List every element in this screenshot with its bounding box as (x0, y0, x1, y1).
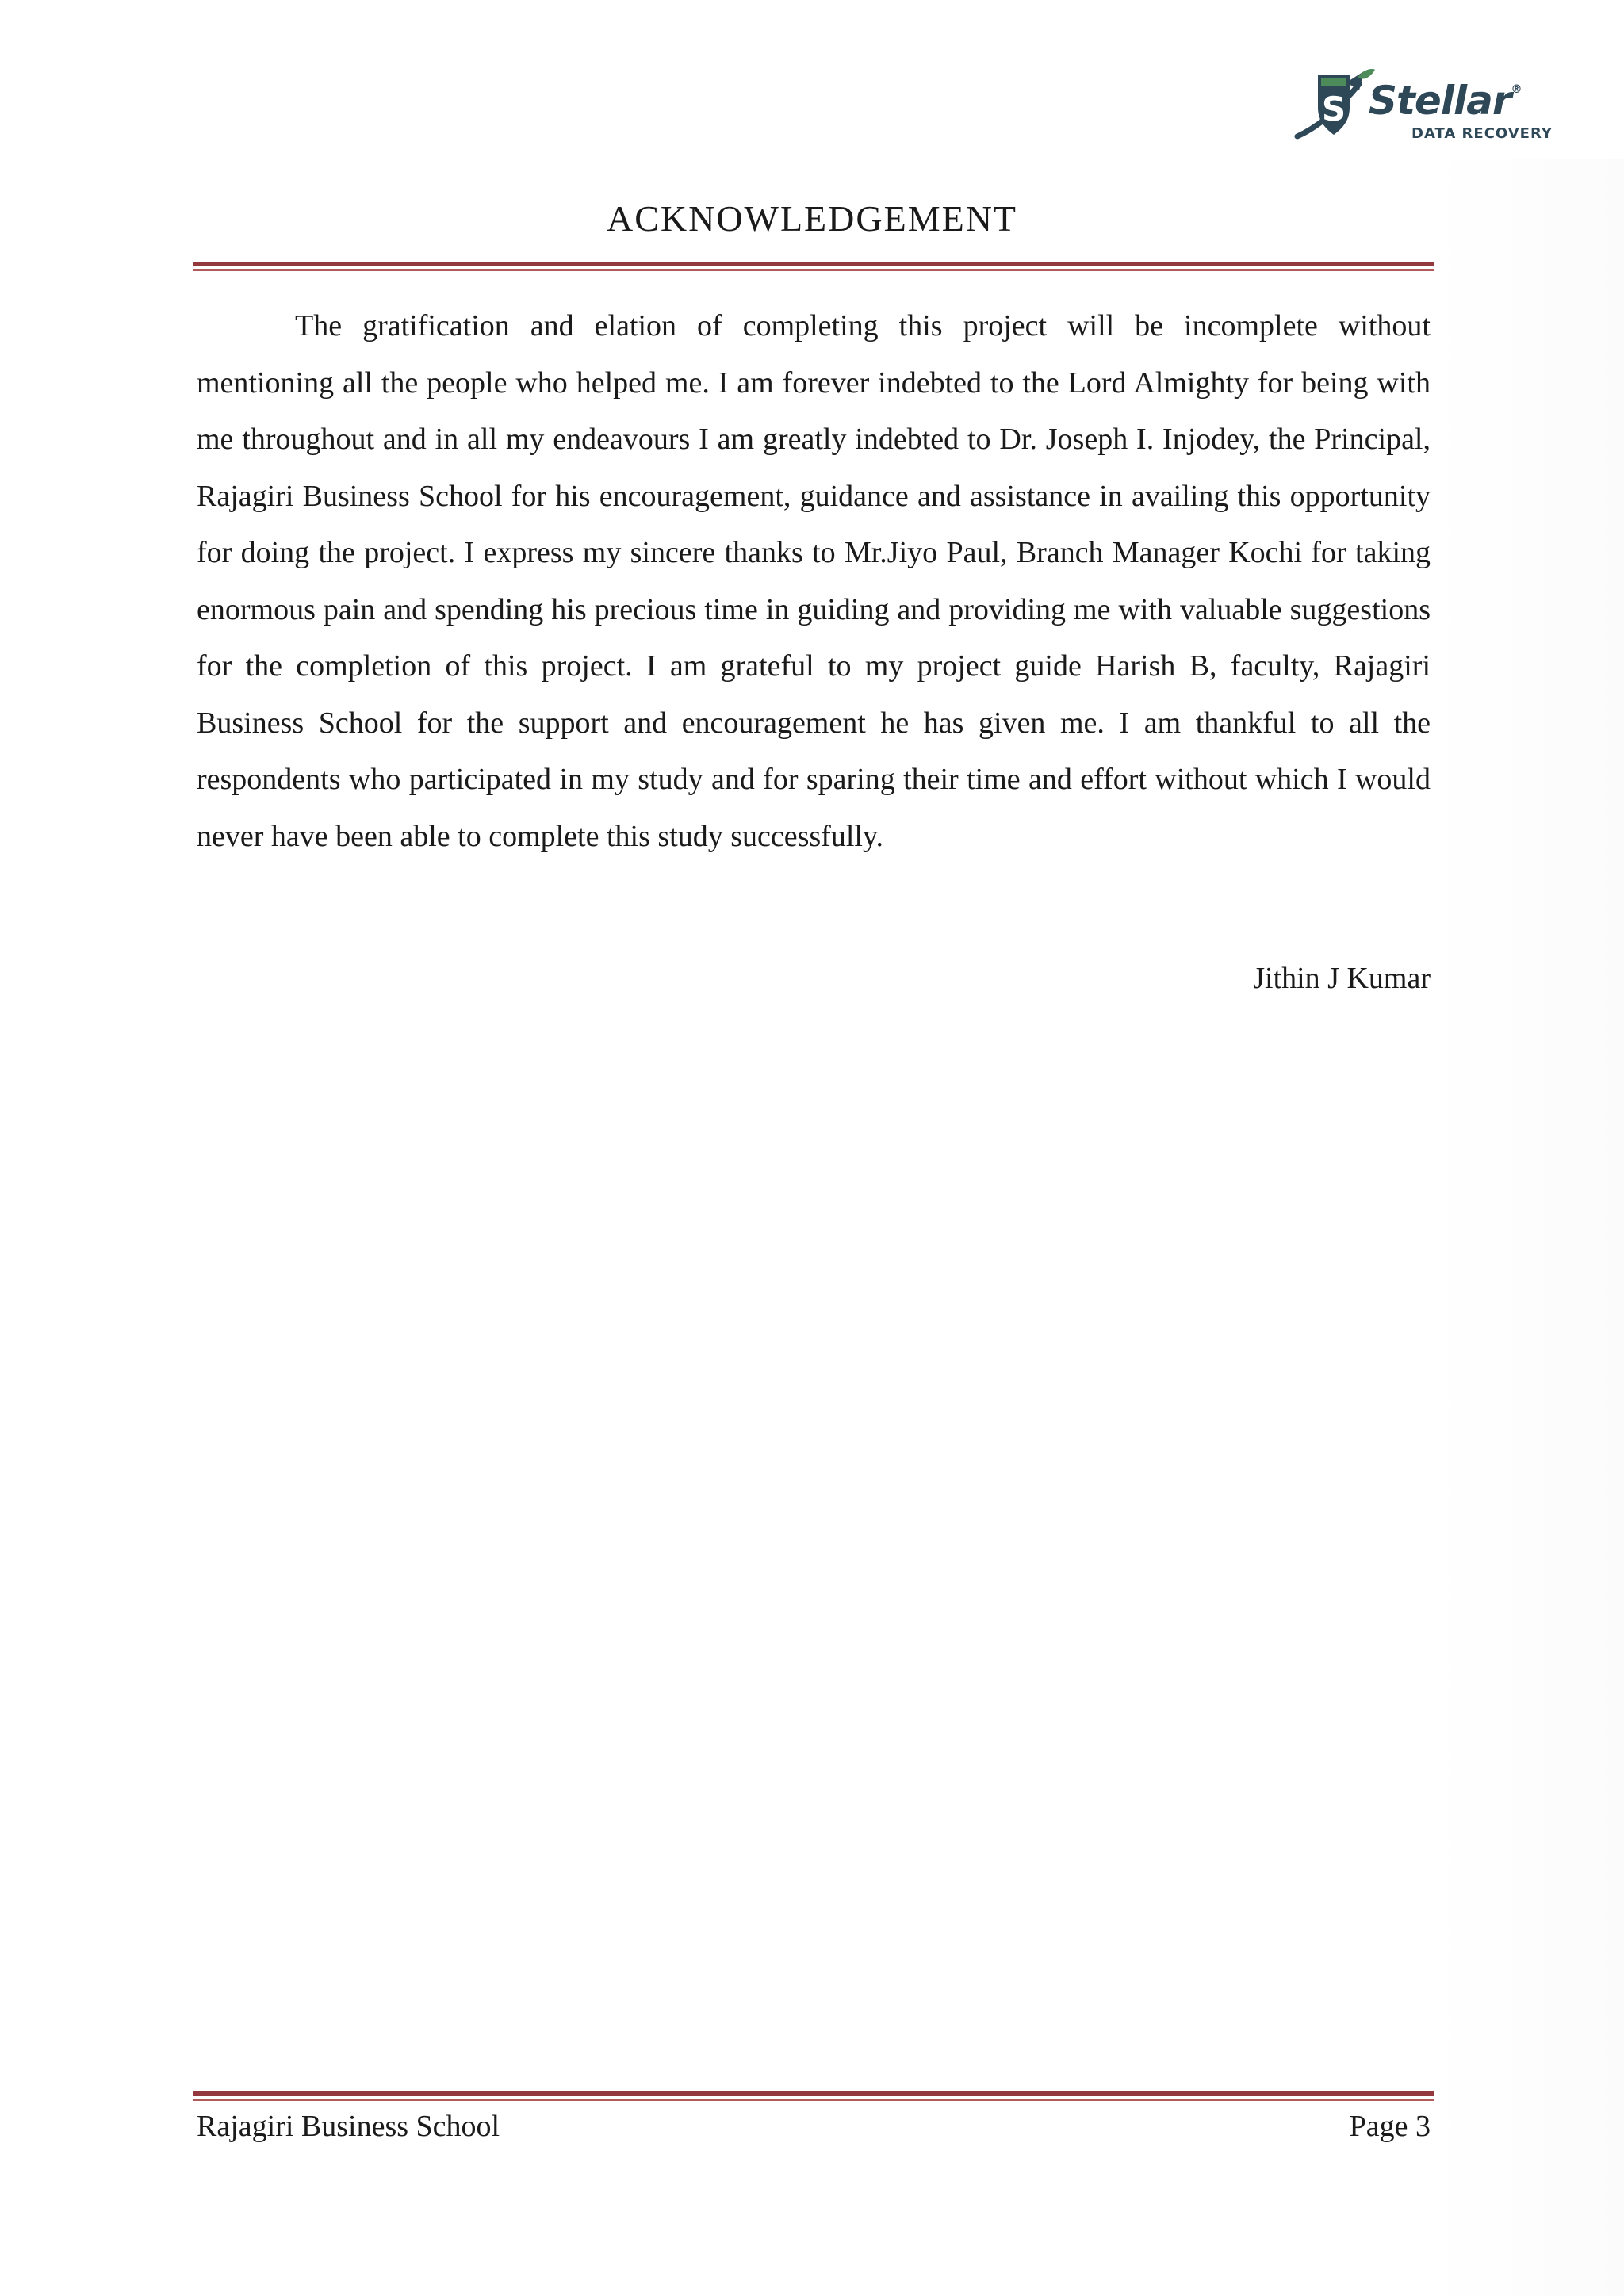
footer-page-number: Page 3 (1349, 2110, 1431, 2143)
footer-institution: Rajagiri Business School (197, 2110, 500, 2143)
page-title: ACKNOWLEDGEMENT (606, 198, 1018, 239)
logo-wordmark: Stellar® (1369, 78, 1522, 124)
stellar-logo (1291, 67, 1553, 162)
footer-divider (193, 2091, 1434, 2101)
header-divider (193, 262, 1434, 271)
author-signature: Jithin J Kumar (1253, 962, 1431, 995)
stellar-shield-icon (1291, 67, 1378, 162)
acknowledgement-paragraph: The gratification and elation of completing this project will be incomplete without mentioning all the people who helped me. I am forever indebted to the Lord Almighty for being with me throughout and in all my endeavours I am greatly indebted to Dr. Joseph I. Injodey, the Principal, Rajagiri Business School for his encouragement, guidance and assistance in availing this opportunity for doing the project. I express my sincere thanks to Mr.Jiyo Paul, Branch Manager Kochi for taking enormous pain and spending his precious time in guiding and providing me with valuable suggestions for the completion of this project. I am grateful to my project guide Harish B, faculty, Rajagiri Business School for the support and encouragement he has given me. I am thankful to all the respondents who participated in my study and for sparing their time and effort without which I would never have been able to complete this study successfully. (197, 309, 1431, 853)
page-edge-shade (1434, 159, 1624, 2296)
logo-tagline: DATA RECOVERY (1411, 125, 1553, 142)
svg-text:S: S (1321, 90, 1346, 128)
